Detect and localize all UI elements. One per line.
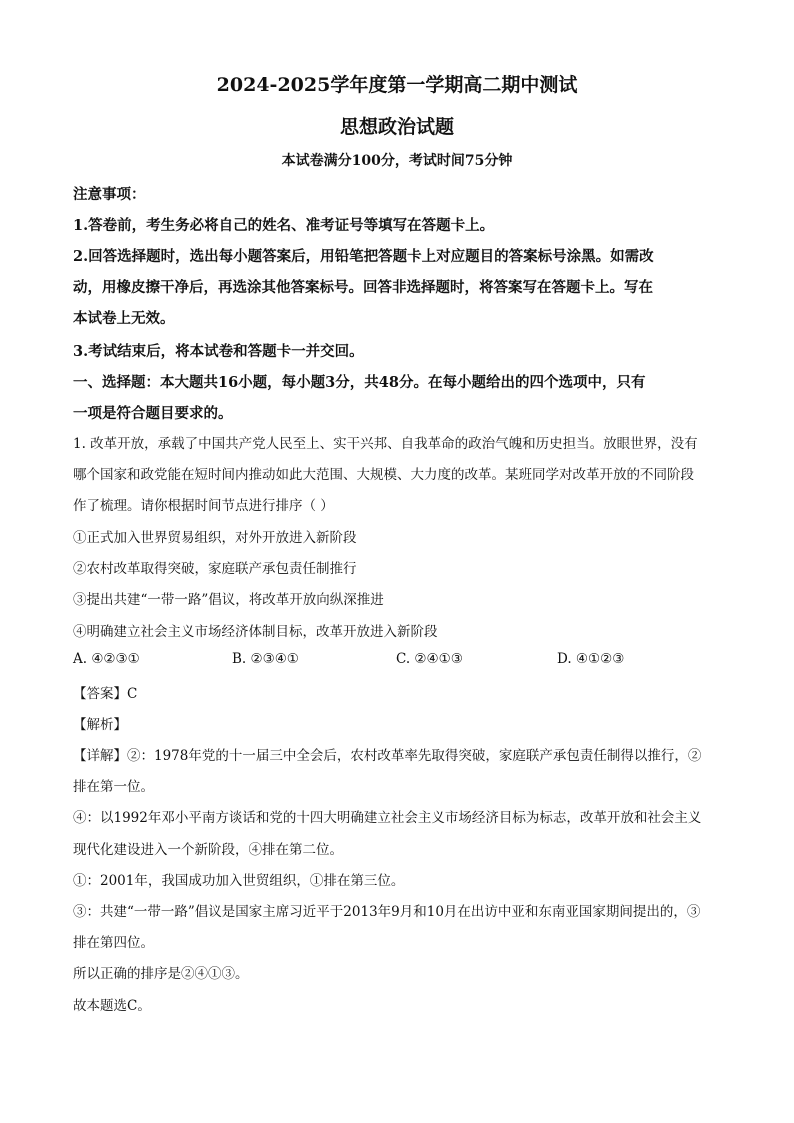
notice-line-2: 2.回答选择题时，选出每小题答案后，用铅笔把答题卡上对应题目的答案标号涂黑。如需改	[73, 248, 654, 265]
answer-line: 【答案】C	[73, 686, 138, 702]
analysis-label: 【解析】	[73, 717, 127, 733]
section-heading-line-1: 一、选择题：本大题共16小题，每小题3分，共48分。在每小题给出的四个选项中，只有	[73, 374, 646, 391]
option-c: C. ②④①③	[396, 651, 463, 667]
exam-subject: 思想政治试题	[339, 116, 454, 138]
explanation-line-1: 【详解】②：1978年党的十一届三中全会后，农村改革率先取得突破，家庭联产承包责任制得以推行，②	[73, 748, 702, 764]
notice-heading: 注意事项：	[73, 186, 146, 203]
explanation-line-8: 所以正确的排序是②④①③。	[73, 966, 249, 982]
explanation-line-7: 排在第四位。	[73, 935, 154, 951]
question-item-4: ④明确建立社会主义市场经济体制目标，改革开放进入新阶段	[73, 624, 438, 640]
question-item-2: ②农村改革取得突破，家庭联产承包责任制推行	[73, 561, 357, 577]
explanation-line-6: ③：共建“一带一路”倡议是国家主席习近平于2013年9月和10月在出访中亚和东南亚国家期间提出的，③	[73, 904, 701, 920]
notice-line-3: 动，用橡皮擦干净后，再选涂其他答案标号。回答非选择题时，将答案写在答题卡上。写在	[73, 279, 653, 296]
option-b: B. ②③④①	[232, 651, 299, 667]
question-item-1: ①正式加入世界贸易组织，对外开放进入新阶段	[73, 530, 357, 546]
question-item-3: ③提出共建“一带一路”倡议，将改革开放向纵深推进	[73, 592, 384, 608]
notice-line-5: 3.考试结束后，将本试卷和答题卡一并交回。	[73, 343, 364, 360]
question-stem-line-2: 哪个国家和政党能在短时间内推动如此大范围、大规模、大力度的改革。某班同学对改革开放的不同阶段	[73, 467, 694, 483]
explanation-line-5: ①：2001年，我国成功加入世贸组织，①排在第三位。	[73, 873, 405, 889]
option-a: A. ④②③①	[73, 651, 140, 667]
notice-line-4: 本试卷上无效。	[73, 310, 175, 327]
explanation-line-3: ④：以1992年邓小平南方谈话和党的十四大明确建立社会主义市场经济目标为标志，改革开放和社会主义	[73, 810, 702, 826]
explanation-line-2: 排在第一位。	[73, 779, 154, 795]
section-heading-line-2: 一项是符合题目要求的。	[73, 405, 233, 422]
question-stem-line-3: 作了梳理。请你根据时间节点进行排序（ ）	[73, 498, 334, 514]
option-d: D. ④①②③	[557, 651, 625, 667]
exam-title: 2024-2025学年度第一学期高二期中测试	[216, 74, 578, 96]
explanation-line-9: 故本题选C。	[73, 998, 151, 1014]
notice-line-1: 1.答卷前，考生务必将自己的姓名、准考证号等填写在答题卡上。	[73, 217, 495, 234]
exam-info: 本试卷满分100分，考试时间75分钟	[281, 153, 513, 169]
question-stem-line-1: 1. 改革开放，承载了中国共产党人民至上、实干兴邦、自我革命的政治气魄和历史担当。放眼世界，没有	[73, 436, 698, 452]
explanation-line-4: 现代化建设进入一个新阶段，④排在第二位。	[73, 842, 343, 858]
